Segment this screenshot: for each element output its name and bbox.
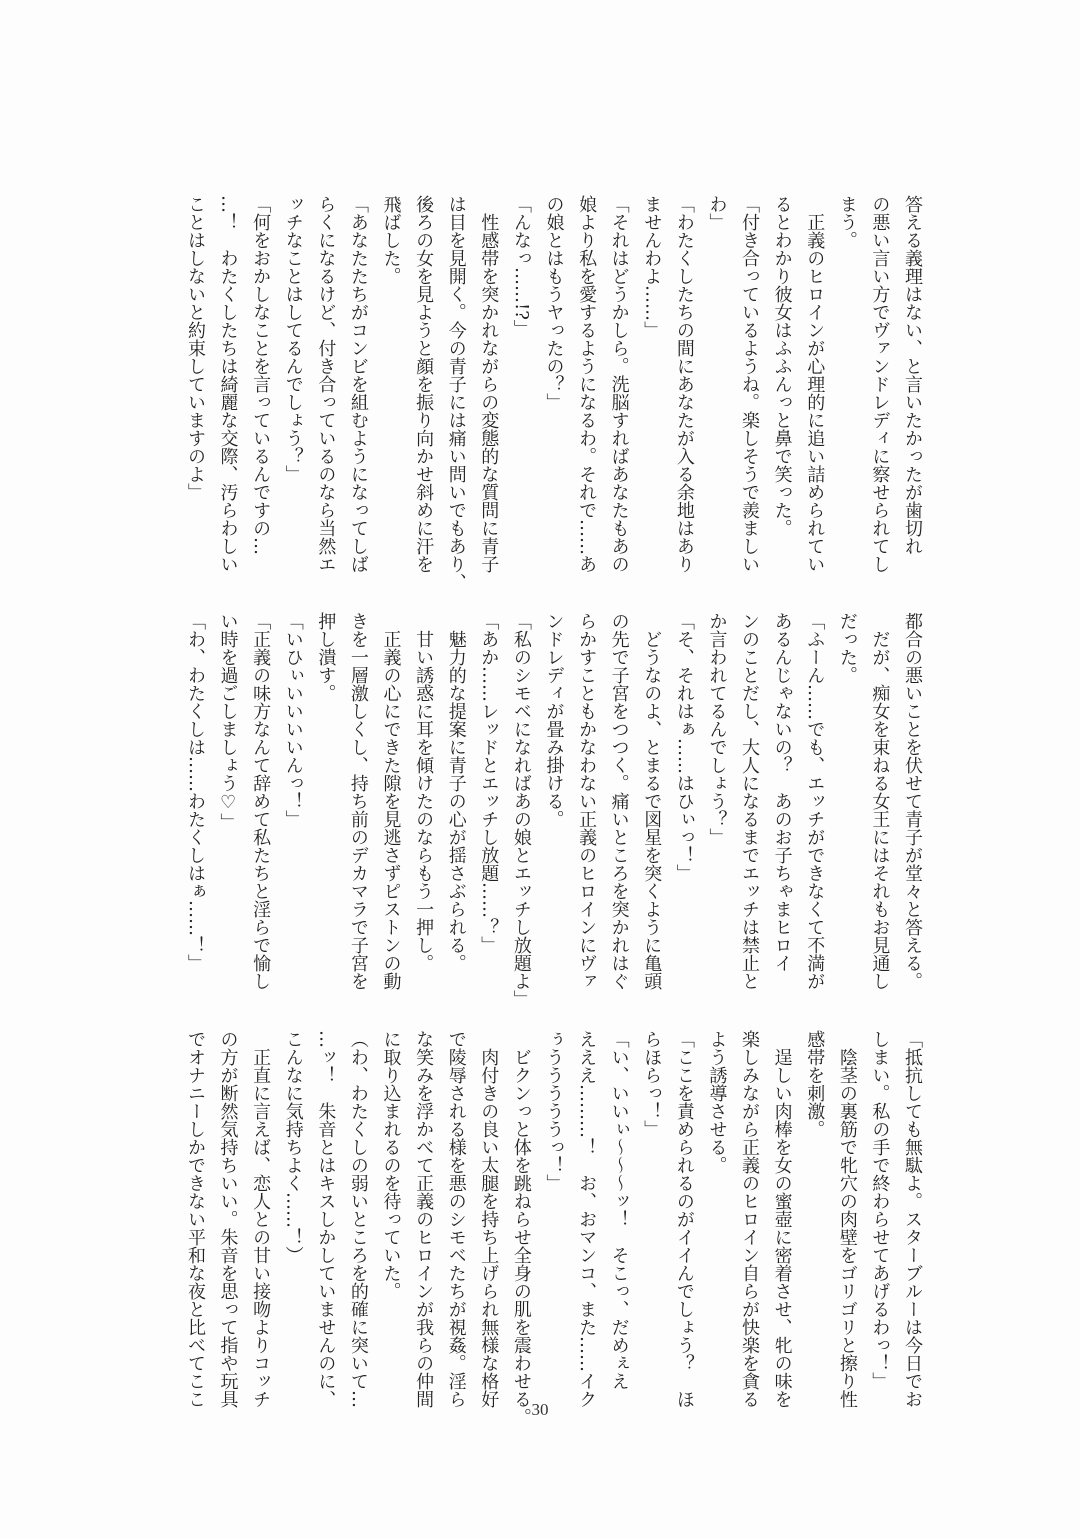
text-column: の娘とはもうヤったの？」 (543, 195, 565, 411)
text-column: あるんじゃないの？ あのお子ちゃまヒロイ (771, 612, 793, 972)
text-column: 押し潰す。 (315, 612, 337, 702)
text-column: 「ふーん……でも、エッチができなくて不満が (804, 612, 826, 990)
text-column: な笑みを浮かべて正義のヒロインが我らの仲間 (413, 1030, 435, 1408)
text-column: 娘より私を愛するようになるわ。それで……あ (576, 195, 598, 573)
text-column: らほらっ！」 (641, 1030, 663, 1138)
text-column: 「正義の味方なんて辞めて私たちと淫らで愉し (250, 612, 272, 990)
text-column: どうなのよ、とまるで図星を突くように亀頭 (641, 612, 663, 990)
text-column: 「何をおかしなことを言っているんですの… (250, 195, 272, 555)
text-column: 「私のシモベになればあの娘とエッチし放題よ」 (510, 612, 532, 1008)
text-column: 感帯を刺激。 (804, 1030, 826, 1138)
text-column: 陰茎の裏筋で牝穴の肉壁をゴリゴリと擦り性 (836, 1030, 858, 1408)
text-column: 「わ、わたくしは……わたくしはぁ……！」 (184, 612, 206, 972)
text-column: わ」 (706, 195, 728, 231)
text-column: 都合の悪いことを伏せて青子が堂々と答える。 (902, 612, 923, 990)
text-column: 飛ばした。 (380, 195, 402, 285)
text-column: らかすこともかなわない正義のヒロインにヴァ (576, 612, 598, 990)
text-column: 後ろの女を見ようと顔を振り向かせ斜めに汗を (413, 195, 435, 573)
text-column: 楽しみながら正義のヒロイン自らが快楽を貪る (739, 1030, 761, 1408)
text-column: まう。 (836, 195, 858, 249)
text-column: ッチなことはしてるんでしょう？」 (282, 195, 304, 483)
text-column: 逞しい肉棒を女の蜜壺に密着させ、牝の味を (771, 1030, 793, 1408)
text-column: い時を過ごしましょう♡」 (217, 612, 239, 831)
text-column: 「いひぃいいいいんっ！」 (282, 612, 304, 828)
text-column: ぅうううううっ！」 (543, 1030, 565, 1192)
text-column: だった。 (836, 612, 858, 684)
text-column: の悪い言い方でヴァンドレディに察せられてし (869, 195, 891, 573)
text-tier-middle (180, 612, 928, 1008)
text-column: しまい。私の手で終わらせてあげるわっ！」 (869, 1030, 891, 1390)
text-column: えええ………！ お、おマンコ、また……イク (576, 1030, 598, 1408)
text-column: 正義のヒロインが心理的に追い詰められてい (804, 195, 826, 573)
text-column: 「ここを責められるのがイイんでしょう？ ほ (673, 1030, 695, 1408)
text-column: 性感帯を突かれながらの変態的な質問に青子 (478, 195, 500, 573)
text-column: 「付き合っているようね。楽しそうで羨ましい (739, 195, 761, 573)
text-column: きを一層激しくし、持ち前のデカマラで子宮を (347, 612, 369, 990)
text-column: は目を見開く。今の青子には痛い問いでもあり、 (445, 195, 467, 591)
text-column: 「んなっ……!?」 (510, 195, 532, 338)
text-column: の方が断然気持ちいい。朱音を思って指や玩具 (217, 1030, 239, 1408)
text-column: 魅力的な提案に青子の心が揺さぶられる。 (445, 612, 467, 972)
text-column: に取り込まれるのを待っていた。 (380, 1030, 402, 1300)
text-column: ンのことだし、大人になるまでエッチは禁止と (739, 612, 761, 990)
text-column: 「あなたたちがコンビを組むようになってしば (347, 195, 369, 573)
text-column: （わ、わたくしの弱いところを的確に突いて… (347, 1030, 369, 1408)
text-tier-top (180, 195, 928, 591)
text-column: よう誘導させる。 (706, 1030, 728, 1174)
text-column: か言われてるんでしょう？」 (706, 612, 728, 846)
text-column: 「そ、それはぁ……はひぃっ！」 (673, 612, 695, 882)
text-column: ビクンっと体を跳ねらせ全身の肌を震わせる。 (510, 1030, 532, 1426)
text-column: 答える義理はない、と言いたかったが歯切れ (902, 195, 923, 555)
text-column: ませんわよ……」 (641, 195, 663, 339)
text-column: 「い、いいぃ～～～ッ！ そこっ、だめぇえ (608, 1030, 630, 1390)
text-column: こんなに気持ちよく……！） (282, 1030, 304, 1264)
text-column: 正直に言えば、恋人との甘い接吻よりコッチ (250, 1030, 272, 1408)
text-column: で陵辱される様を悪のシモベたちが視姦。淫ら (445, 1030, 467, 1408)
text-column: …ッ！ 朱音とはキスしかしていませんのに、 (315, 1030, 337, 1408)
text-column: …！ わたくしたちは綺麗な交際、汚らわしい (217, 195, 239, 573)
page-number: 30 (531, 1400, 549, 1419)
text-column: 甘い誘惑に耳を傾けたのならもう一押し。 (413, 612, 435, 972)
text-column: でオナニーしかできない平和な夜と比べてここ (184, 1030, 206, 1408)
text-column: の先で子宮をつつく。痛いところを突かれはぐ (608, 612, 630, 990)
text-column: るとわかり彼女はふふんっと鼻で笑った。 (771, 195, 793, 537)
text-column: 「それはどうかしら。洗脳すればあなたもあの (608, 195, 630, 573)
text-column: 「抵抗しても無駄よ。スターブルーは今日でお (902, 1030, 923, 1408)
text-tier-bottom (180, 1030, 928, 1426)
text-column: ことはしないと約束していますのよ」 (184, 195, 206, 501)
text-column: らくになるけど、付き合っているのなら当然エ (315, 195, 337, 573)
text-column: 「わたくしたちの間にあなたが入る余地はあり (673, 195, 695, 573)
text-column: 正義の心にできた隙を見逃さずピストンの動 (380, 612, 402, 990)
text-column: 肉付きの良い太腿を持ち上げられ無様な格好 (478, 1030, 500, 1408)
text-column: 「あか……レッドとエッチし放題……？」 (478, 612, 500, 954)
text-column: ンドレディが畳み掛ける。 (543, 612, 565, 828)
text-column: だが、痴女を束ねる女王にはそれもお見通し (869, 612, 891, 990)
